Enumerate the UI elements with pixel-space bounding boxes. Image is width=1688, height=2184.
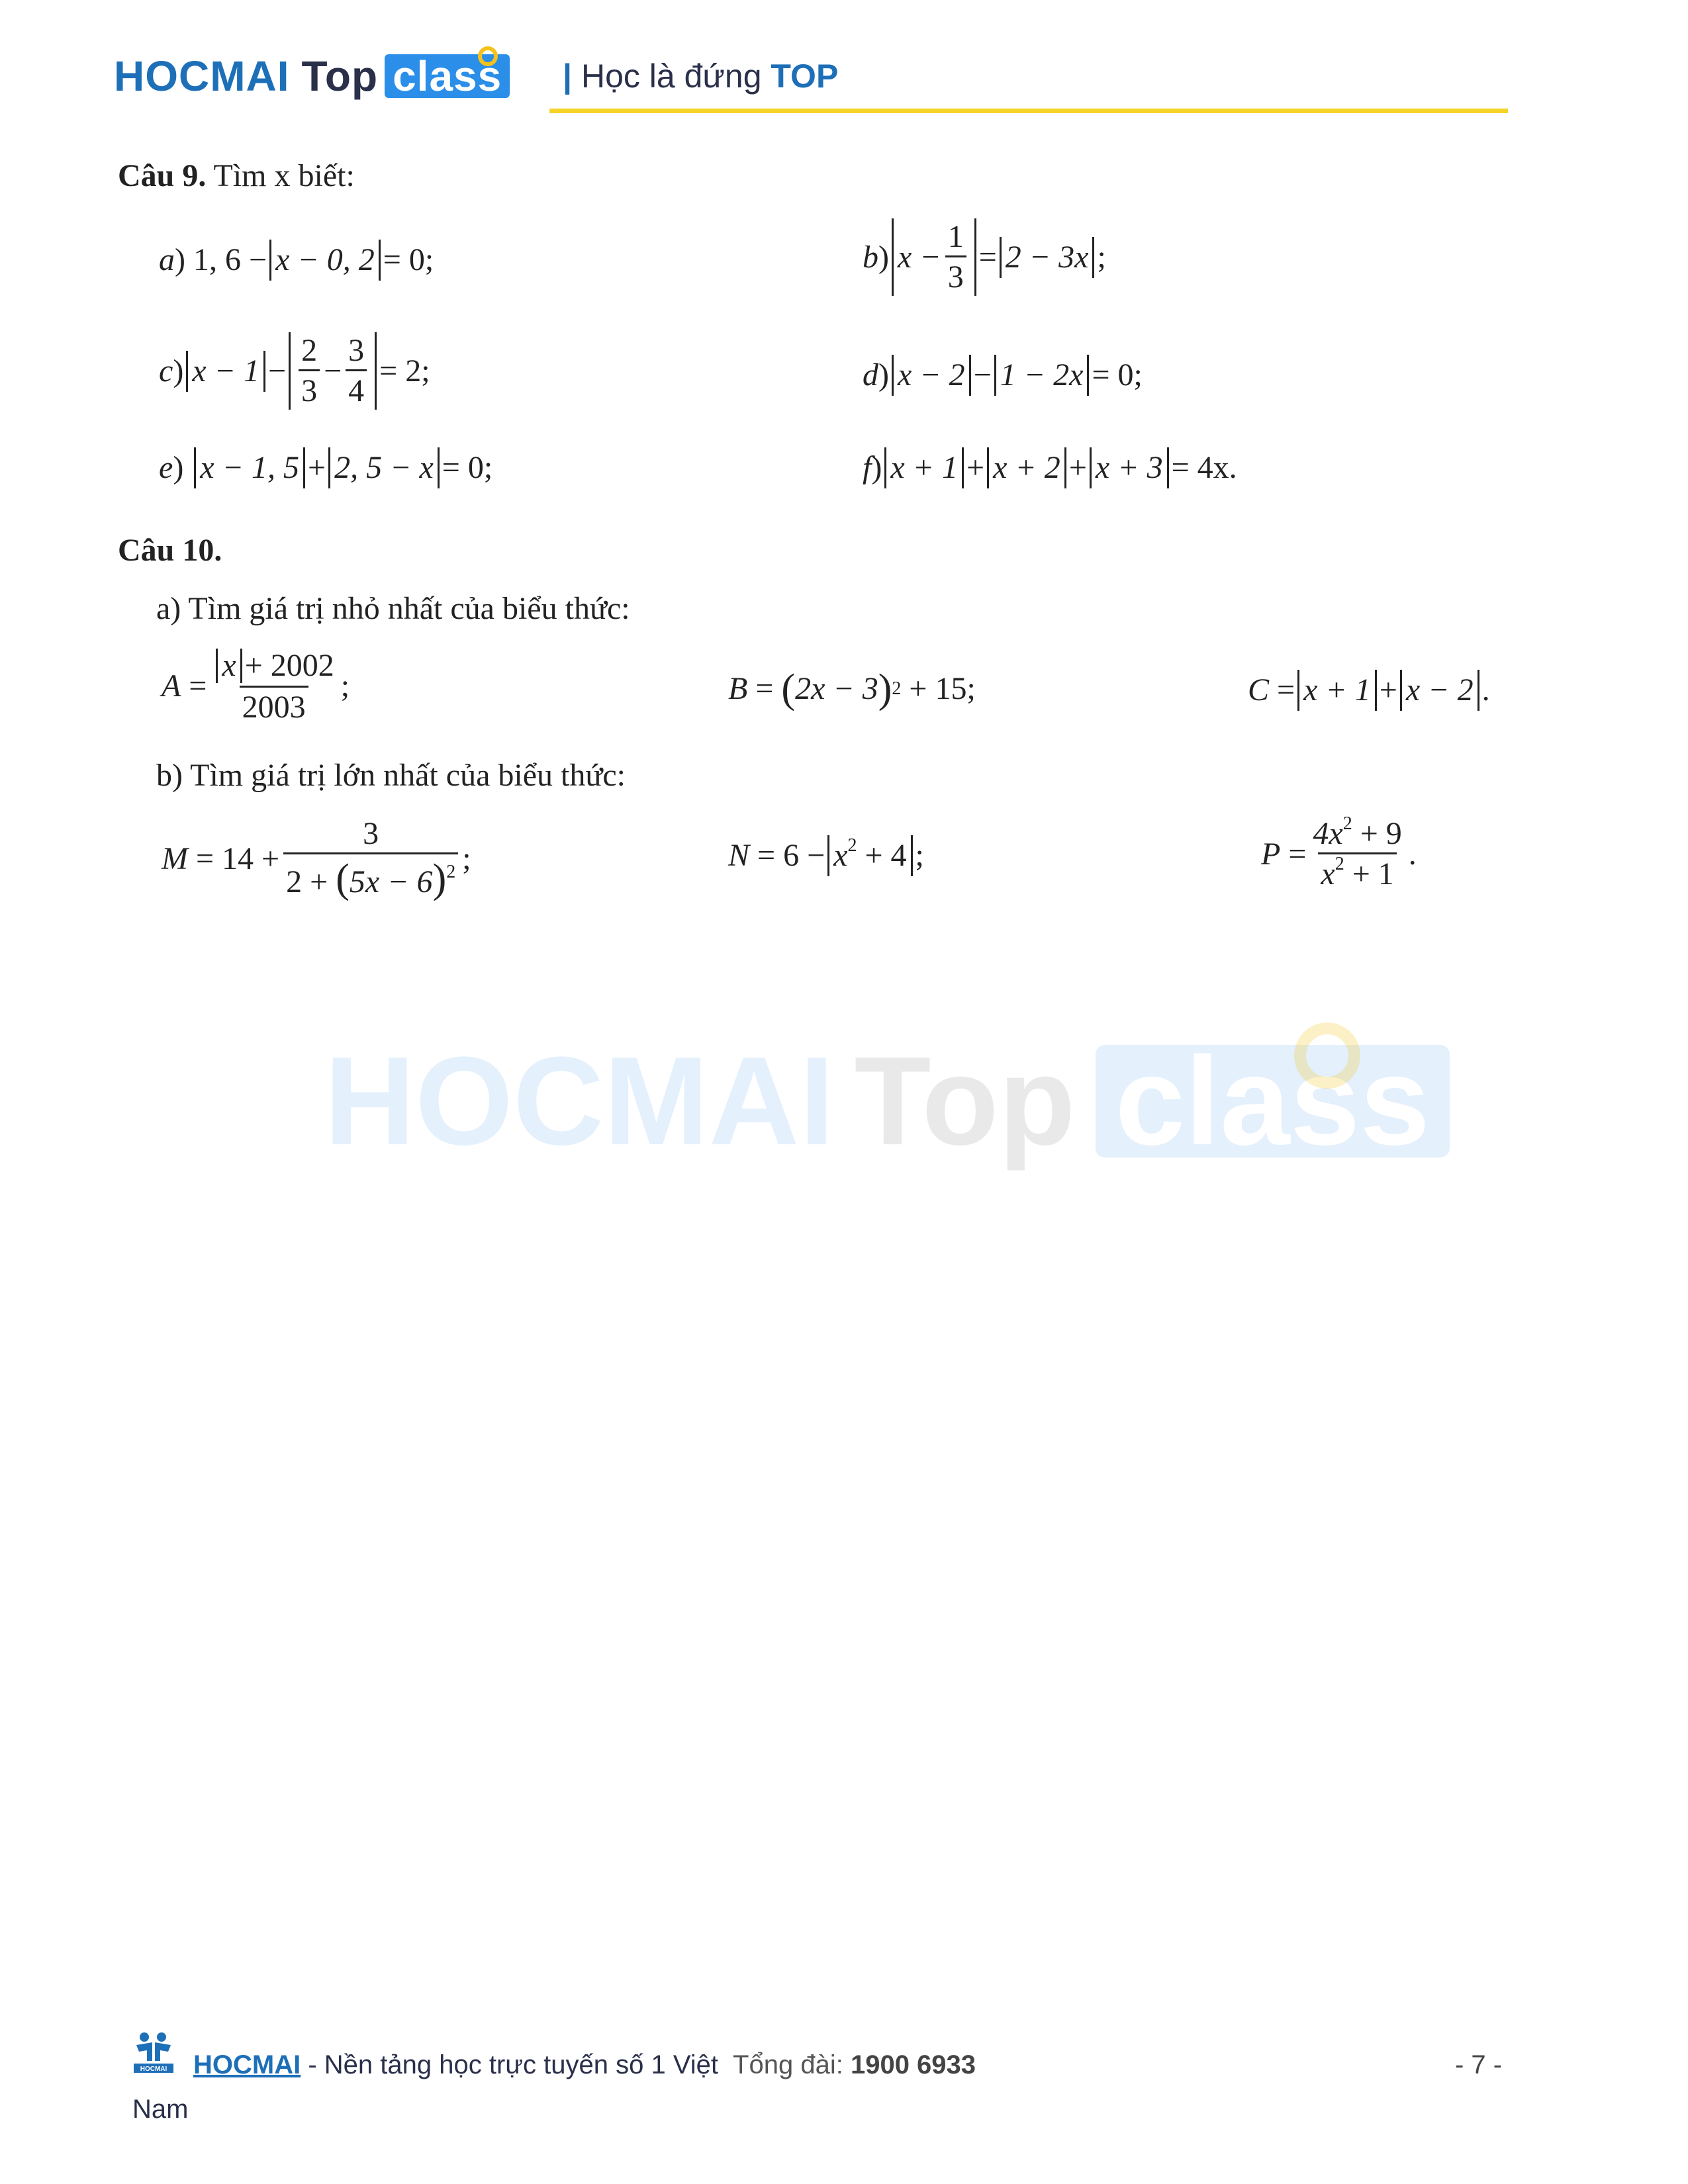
logo-top: Top: [301, 52, 379, 100]
expression-N: N = 6 − $x^2 + 4$ ;: [728, 835, 924, 876]
expression-A: A = $\frac{x + 2002}{2003}$ ;: [162, 648, 350, 725]
logo-sun-icon: [478, 46, 498, 66]
equation-9e: e ) x − 1, 5 + 2, 5 − x = 0;: [159, 447, 492, 488]
question-10-heading: Câu 10.: [118, 533, 222, 568]
question-9-heading: Câu 9. Tìm x biết:: [118, 158, 355, 193]
abs-9c-fractions: 2 3 − $\frac{3}{4}$: [289, 332, 377, 410]
watermark-sun-icon: [1294, 1023, 1360, 1089]
equation-9a: a ) 1, 6 − x − 0, 2 = 0;: [159, 240, 434, 281]
logo-hocmai: HOCMAI: [114, 52, 290, 100]
expression-B: B = ( 2x − 3 ) 2 + 15;: [728, 666, 976, 711]
watermark: HOCMAI Top class: [324, 1029, 1450, 1173]
expression-C: C = x + 1 + x − 2 .: [1248, 670, 1490, 711]
abs-9a: x − 0, 2: [269, 240, 381, 281]
header-slogan: | Học là đứng TOP: [563, 58, 839, 95]
header-logo: [114, 52, 510, 101]
page-number: - 7 -: [1455, 2050, 1503, 2079]
logo-class: class: [385, 54, 510, 98]
fraction-one-third: $\frac{1}{3}$: [945, 221, 966, 293]
hocmai-logo-icon: [130, 2030, 177, 2074]
header-divider: [549, 109, 1508, 113]
abs-9b-right: 2 − 3x: [1000, 237, 1095, 278]
equation-9f: f ) x + 1 + x + 2 + x + 3 = 4x.: [863, 447, 1237, 488]
logo-caption: HOCMAI: [140, 2066, 167, 2073]
expression-M: M = 14 + $\frac{3}{2 + (5x - 6)^2}$ ;: [162, 816, 471, 901]
equation-9d: d ) x − 2 − 1 − 2x = 0;: [863, 355, 1143, 396]
footer-text-line2: Nam: [132, 2095, 189, 2124]
equation-9b: b ) x − $\frac{1}{3}$ = 2 − 3x ;: [863, 219, 1106, 295]
expression-P: P = $\frac{4x^2 + 9}{x^2 + 1}$ .: [1261, 813, 1417, 891]
footer-text: HOCMAI - Nền tảng học trực tuyến số 1 Việt Tổng đài: 1900 6933: [193, 2050, 976, 2079]
footer-hocmai-link[interactable]: HOCMAI: [193, 2050, 301, 2079]
abs-9b-left: x − $\frac{1}{3}$: [892, 218, 976, 296]
question-10b-text: b) Tìm giá trị lớn nhất của biểu thức:: [156, 758, 626, 793]
question-10a-text: a) Tìm giá trị nhỏ nhất của biểu thức:: [156, 591, 630, 626]
equation-9c: c ) x − 1 − 2 3 − $\frac{3}{4}$ = 2;: [159, 333, 430, 408]
